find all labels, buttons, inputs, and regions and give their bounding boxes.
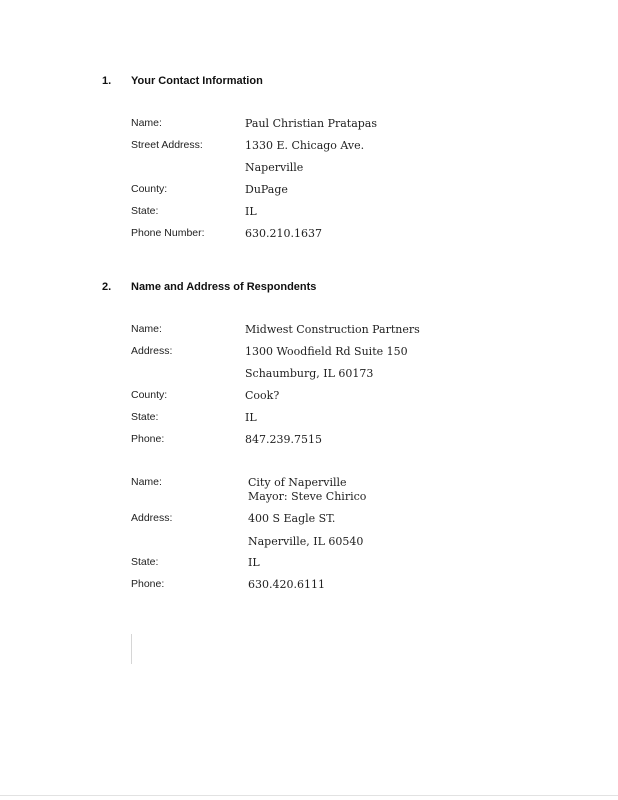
respondent2-address-line1: 400 S Eagle ST.	[248, 512, 336, 525]
contact-county-label: County:	[131, 183, 168, 195]
respondent2-phone-value: 630.420.6111	[248, 578, 325, 591]
respondent1-name-label: Name:	[131, 323, 162, 335]
respondent2-state-label: State:	[131, 556, 159, 568]
respondent2-state-value: IL	[248, 556, 260, 569]
respondent1-name-value: Midwest Construction Partners	[245, 323, 420, 336]
respondent1-county-value: Cook?	[245, 389, 280, 402]
contact-street-line2: Naperville	[245, 161, 304, 174]
contact-name-value: Paul Christian Pratapas	[245, 117, 378, 130]
respondent1-address-line2: Schaumburg, IL 60173	[245, 367, 374, 380]
contact-name-label: Name:	[131, 117, 162, 129]
contact-street-label: Street Address:	[131, 139, 203, 151]
section2-title: Name and Address of Respondents	[131, 281, 317, 293]
respondent1-state-value: IL	[245, 411, 257, 424]
page-bottom-edge	[0, 795, 618, 796]
respondent1-address-label: Address:	[131, 345, 173, 357]
respondent2-name-line2: Mayor: Steve Chirico	[248, 490, 367, 503]
section2-number: 2.	[102, 281, 112, 293]
respondent1-county-label: County:	[131, 389, 168, 401]
contact-phone-label: Phone Number:	[131, 227, 205, 239]
scan-mark	[131, 634, 132, 664]
respondent1-address-line1: 1300 Woodfield Rd Suite 150	[245, 345, 408, 358]
contact-street-line1: 1330 E. Chicago Ave.	[245, 139, 365, 152]
section1-number: 1.	[102, 75, 112, 87]
section1-title: Your Contact Information	[131, 75, 263, 87]
respondent2-phone-label: Phone:	[131, 578, 165, 590]
respondent1-phone-value: 847.239.7515	[245, 433, 322, 446]
respondent2-name-line1: City of Naperville	[248, 476, 347, 489]
contact-state-label: State:	[131, 205, 159, 217]
contact-phone-value: 630.210.1637	[245, 227, 322, 240]
respondent2-name-label: Name:	[131, 476, 162, 488]
respondent1-state-label: State:	[131, 411, 159, 423]
contact-state-value: IL	[245, 205, 257, 218]
contact-county-value: DuPage	[245, 183, 288, 196]
respondent2-address-label: Address:	[131, 512, 173, 524]
respondent2-address-line2: Naperville, IL 60540	[248, 535, 364, 548]
respondent1-phone-label: Phone:	[131, 433, 165, 445]
